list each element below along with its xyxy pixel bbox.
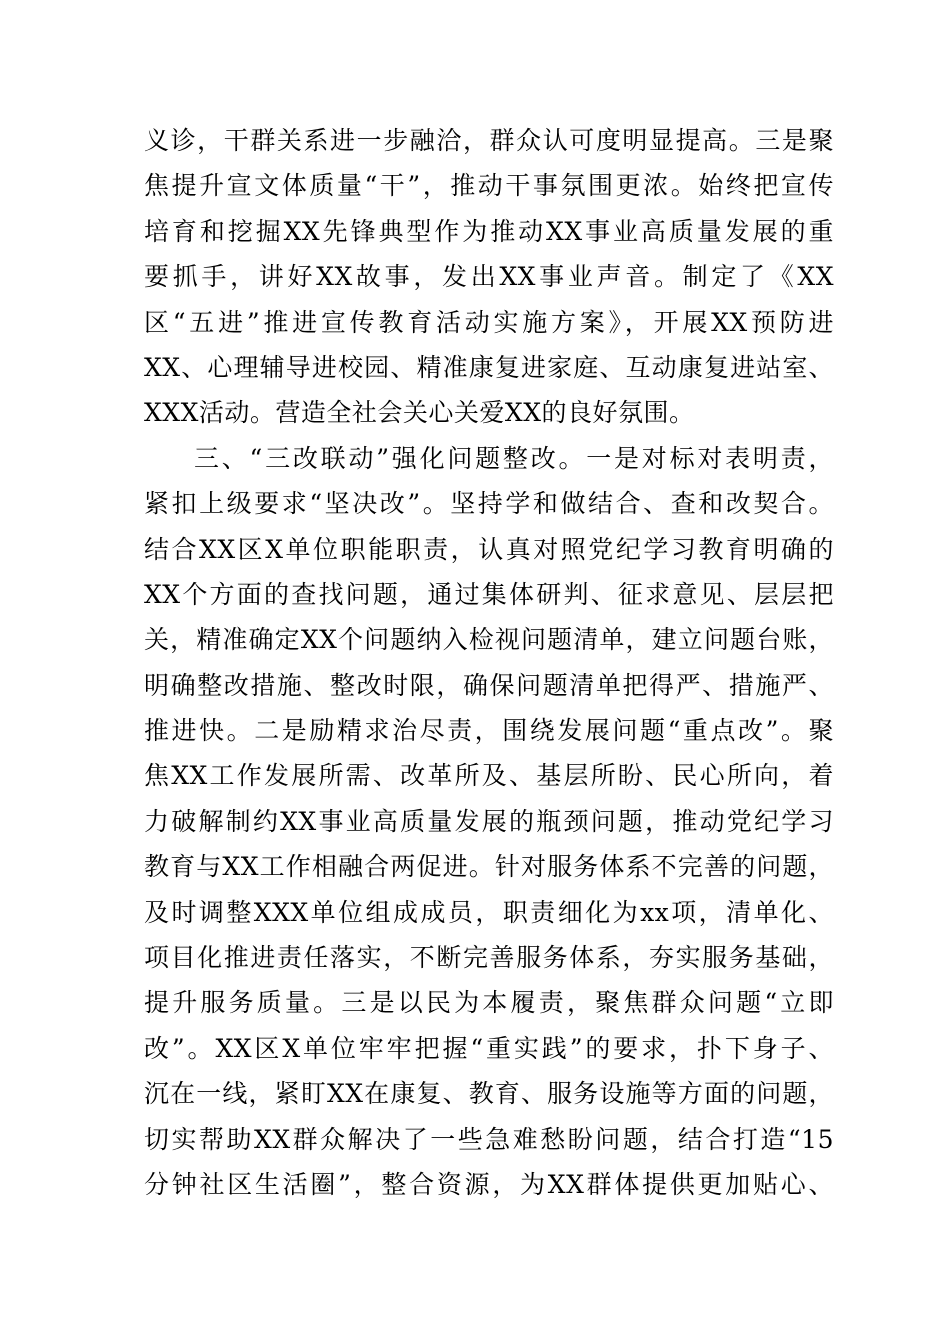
text-line: 提升服务质量。三是以民为本履责，聚焦群众问题“立即 <box>144 988 834 1018</box>
text-line: 焦提升宣文体质量“干”，推动干事氛围更浓。始终把宣传 <box>144 171 834 201</box>
text-line: 关，精准确定XX个问题纳入检视问题清单，建立问题台账， <box>144 625 834 655</box>
text-line: 项目化推进责任落实，不断完善服务体系，夯实服务基础， <box>144 943 834 973</box>
text-line: 沉在一线，紧盯XX在康复、教育、服务设施等方面的问题， <box>144 1079 834 1109</box>
text-line: 教育与XX工作相融合两促进。针对服务体系不完善的问题， <box>144 852 834 882</box>
text-line: 义诊，干群关系进一步融洽，群众认可度明显提高。三是聚 <box>144 126 834 155</box>
text-line: 明确整改措施、整改时限，确保问题清单把得严、措施严、 <box>144 670 834 700</box>
body-text <box>144 118 834 1207</box>
paragraph-end-line: XXX活动。营造全社会关心关爱XX的良好氛围。 <box>144 398 695 428</box>
text-line: 切实帮助XX群众解决了一些急难愁盼问题，结合打造“15 <box>144 1124 834 1154</box>
text-line: 改”。XX区X单位牢牢把握“重实践”的要求，扑下身子、 <box>144 1033 834 1063</box>
text-line: 区“五进”推进宣传教育活动实施方案》，开展XX预防进 <box>144 307 834 337</box>
text-line: 要抓手，讲好XX故事，发出XX事业声音。制定了《XX <box>144 262 834 292</box>
text-line: XX个方面的查找问题，通过集体研判、征求意见、层层把 <box>144 579 834 609</box>
text-line: XX、心理辅导进校园、精准康复进家庭、互动康复进站室、 <box>144 352 834 382</box>
text-line: 力破解制约XX事业高质量发展的瓶颈问题，推动党纪学习 <box>144 806 834 836</box>
text-line: 及时调整XXX单位组成成员，职责细化为xx项，清单化、 <box>144 897 834 927</box>
text-line: 焦XX工作发展所需、改革所及、基层所盼、民心所向，着 <box>144 761 834 791</box>
text-line: 推进快。二是励精求治尽责，围绕发展问题“重点改”。聚 <box>144 716 834 746</box>
text-line: 紧扣上级要求“坚决改”。坚持学和做结合、查和改契合。 <box>144 489 834 519</box>
text-line: 结合XX区X单位职能职责，认真对照党纪学习教育明确的 <box>144 534 834 564</box>
section-heading-line: 三、“三改联动”强化问题整改。一是对标对表明责， <box>194 443 834 473</box>
text-line: 分钟社区生活圈”，整合资源，为XX群体提供更加贴心、 <box>144 1169 834 1199</box>
text-line: 培育和挖掘XX先锋典型作为推动XX事业高质量发展的重 <box>144 216 834 246</box>
